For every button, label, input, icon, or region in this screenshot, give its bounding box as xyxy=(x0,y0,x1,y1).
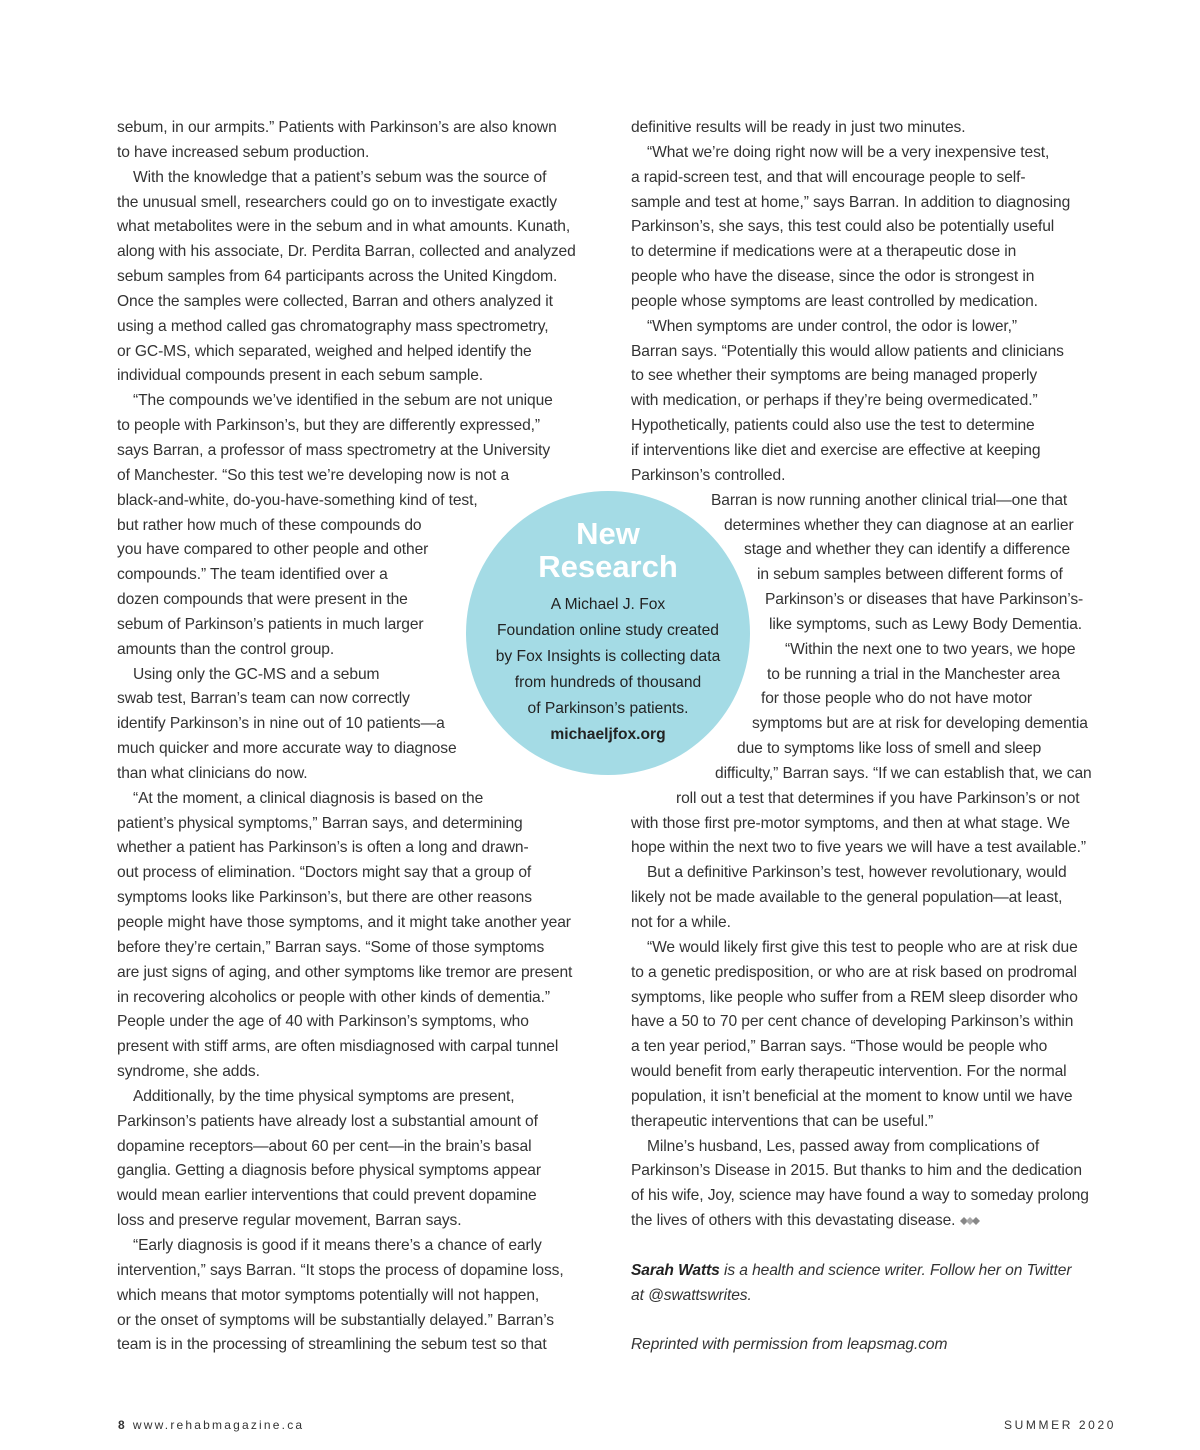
text-line: likely not be made available to the general population—at least, xyxy=(631,889,1063,907)
text-line: symptoms, like people who suffer from a REM sleep disorder who xyxy=(631,988,1078,1006)
callout-url-link[interactable]: michaeljfox.org xyxy=(550,726,666,743)
footer-site[interactable]: www.rehabmagazine.ca xyxy=(132,1418,305,1432)
text-line: to see whether their symptoms are being managed properly xyxy=(631,367,1038,385)
text-line: people whose symptoms are least controlled by medication. xyxy=(631,292,1038,310)
text-line: out process of elimination. “Doctors might say that a group of xyxy=(117,864,532,882)
footer-issue: SUMMER 2020 xyxy=(1004,1418,1116,1432)
text-line: to determine if medications were at a therapeutic dose in xyxy=(631,243,1017,261)
text-line: sample and test at home,” says Barran. In addition to diagnosing xyxy=(631,193,1071,211)
text-line: Parkinson’s Disease in 2015. But thanks to him and the dedication xyxy=(631,1162,1082,1180)
text-line: a ten year period,” Barran says. “Those would be people who xyxy=(631,1038,1048,1056)
text-line: to be running a trial in the Manchester area xyxy=(767,665,1060,683)
text-line: than what clinicians do now. xyxy=(117,764,308,782)
text-line: present with stiff arms, are often misdiagnosed with carpal tunnel xyxy=(117,1038,559,1056)
text-line: definitive results will be ready in just two minutes. xyxy=(631,119,966,136)
text-line: sebum, in our armpits.” Patients with Parkinson’s are also known xyxy=(117,119,557,136)
text-line: with those first pre-motor symptoms, and then at what stage. We xyxy=(631,814,1070,832)
text-line: ganglia. Getting a diagnosis before physical symptoms appear xyxy=(117,1162,541,1180)
text-line: people might have those symptoms, and it might take another year xyxy=(117,914,571,931)
text-line: amounts than the control group. xyxy=(117,640,335,658)
text-line: identify Parkinson’s in nine out of 10 patients—a xyxy=(117,715,445,733)
text-line: Barran says. “Potentially this would allow patients and clinicians xyxy=(631,342,1064,360)
text-line: whether a patient has Parkinson’s is often a long and drawn- xyxy=(117,839,529,857)
text-line: “The compounds we’ve identified in the sebum are not unique xyxy=(133,392,553,410)
text-line: roll out a test that determines if you have Parkinson’s or not xyxy=(676,789,1080,807)
callout-line: A Michael J. Fox xyxy=(550,596,666,613)
text-line: Once the samples were collected, Barran and others analyzed it xyxy=(117,292,553,310)
text-line: in recovering alcoholics or people with other kinds of dementia.” xyxy=(117,988,550,1006)
text-line: with medication, or perhaps if they’re being overmedicated.” xyxy=(631,392,1038,410)
text-line: Using only the GC-MS and a sebum xyxy=(133,665,380,683)
text-line: much quicker and more accurate way to diagnose xyxy=(117,740,457,758)
callout-line: by Fox Insights is collecting data xyxy=(495,648,721,665)
text-line: what metabolites were in the sebum and in what amounts. Kunath, xyxy=(117,218,571,236)
reprint-note: Reprinted with permission from leapsmag.com xyxy=(631,1336,948,1354)
text-line: which means that motor symptoms potentially will not happen, xyxy=(117,1286,540,1304)
text-line: not for a while. xyxy=(631,914,731,931)
text-line: the lives of others with this devastating disease. xyxy=(631,1209,1123,1234)
text-line: before they’re certain,” Barran says. “Some of those symptoms xyxy=(117,938,545,956)
text-line: have a 50 to 70 per cent chance of developing Parkinson’s within xyxy=(631,1013,1074,1031)
text-line: People under the age of 40 with Parkinson’s symptoms, who xyxy=(117,1013,529,1031)
text-line: black-and-white, do-you-have-something kind of test, xyxy=(117,491,478,509)
text-line: Parkinson’s, she says, this test could also be potentially useful xyxy=(631,218,1055,236)
end-mark-icon xyxy=(959,1216,981,1226)
text-line: but rather how much of these compounds do xyxy=(117,516,422,534)
text-line: due to symptoms like loss of smell and sleep xyxy=(737,740,1042,758)
text-line: Hypothetically, patients could also use the test to determine xyxy=(631,417,1035,435)
text-line: “Early diagnosis is good if it means there’s a chance of early xyxy=(133,1236,542,1254)
text-line: “Within the next one to two years, we hope xyxy=(785,640,1076,658)
text-line: dozen compounds that were present in the xyxy=(117,591,408,609)
text-line: of Manchester. “So this test we’re developing now is not a xyxy=(117,466,510,484)
text-line: sebum of Parkinson’s patients in much larger xyxy=(117,615,424,633)
page-number: 8 xyxy=(118,1418,127,1432)
spacer xyxy=(631,1309,1123,1334)
callout-title-line: New xyxy=(576,516,640,551)
text-line: to a genetic predisposition, or who are at risk based on prodromal xyxy=(631,963,1077,981)
text-line: Barran is now running another clinical trial—one that xyxy=(711,491,1068,509)
text-line: along with his associate, Dr. Perdita Barran, collected and analyzed xyxy=(117,243,576,261)
text-line: you have compared to other people and other xyxy=(117,541,429,559)
text-line: a rapid-screen test, and that will encourage people to self- xyxy=(631,168,1026,186)
callout-line: from hundreds of thousand xyxy=(514,674,702,691)
text-line: “At the moment, a clinical diagnosis is based on the xyxy=(133,789,484,807)
text-line: sebum samples from 64 participants across the United Kingdom. xyxy=(117,268,558,286)
text-line: symptoms but are at risk for developing dementia xyxy=(752,715,1088,733)
text-line: symptoms looks like Parkinson’s, but there are other reasons xyxy=(117,889,532,907)
callout-title-line: Research xyxy=(538,549,678,584)
text-line: would benefit from early therapeutic intervention. For the normal xyxy=(631,1063,1067,1081)
text-line: But a definitive Parkinson’s test, however revolutionary, would xyxy=(647,864,1067,882)
byline-author: Sarah Watts xyxy=(631,1261,720,1279)
text-line: “What we’re doing right now will be a very inexpensive test, xyxy=(647,143,1050,161)
text-line: in sebum samples between different forms of xyxy=(757,566,1063,584)
text-line: Parkinson’s patients have already lost a substantial amount of xyxy=(117,1112,538,1130)
text-line: or the onset of symptoms will be substantially delayed.” Barran’s xyxy=(117,1311,554,1329)
text-line: says Barran, a professor of mass spectrometry at the University xyxy=(117,441,551,459)
text-line: people who have the disease, since the odor is strongest in xyxy=(631,268,1035,286)
text-line: compounds.” The team identified over a xyxy=(117,566,388,584)
text-line: if interventions like diet and exercise are effective at keeping xyxy=(631,441,1041,459)
text-line: to people with Parkinson’s, but they are differently expressed,” xyxy=(117,417,540,435)
spacer xyxy=(631,1234,1123,1259)
text-line: determines whether they can diagnose at an earlier xyxy=(724,516,1074,534)
text-line: hope within the next two to five years we will have a test available.” xyxy=(631,839,1086,857)
text-line: patient’s physical symptoms,” Barran says, and determining xyxy=(117,814,523,832)
callout-title xyxy=(466,517,750,583)
text-line: Parkinson’s controlled. xyxy=(631,466,786,484)
byline xyxy=(631,1259,1123,1284)
text-line: “We would likely first give this test to people who are at risk due xyxy=(647,938,1078,956)
text-line: team is in the processing of streamlining the sebum test so that xyxy=(117,1336,547,1354)
text-line: for those people who do not have motor xyxy=(761,690,1033,708)
text-line: therapeutic interventions that can be useful.” xyxy=(631,1112,934,1130)
text-line: dopamine receptors—about 60 per cent—in the brain’s basal xyxy=(117,1137,532,1155)
callout-line: Foundation online study created xyxy=(497,622,719,639)
text-line: population, it isn’t beneficial at the moment to know until we have xyxy=(631,1087,1073,1105)
text-line: or GC-MS, which separated, weighed and helped identify the xyxy=(117,342,532,360)
text-line: would mean earlier interventions that could prevent dopamine xyxy=(117,1187,537,1205)
callout-line: of Parkinson’s patients. xyxy=(527,700,689,717)
footer-left xyxy=(118,1418,304,1432)
text-line: of his wife, Joy, science may have found a way to someday prolong xyxy=(631,1187,1089,1205)
text-line: difficulty,” Barran says. “If we can establish that, we can xyxy=(715,764,1092,782)
text-line: intervention,” says Barran. “It stops the process of dopamine loss, xyxy=(117,1261,564,1279)
text-line: to have increased sebum production. xyxy=(117,143,370,161)
text-line: syndrome, she adds. xyxy=(117,1063,260,1081)
text-line: individual compounds present in each sebum sample. xyxy=(117,367,483,385)
text-line: like symptoms, such as Lewy Body Dementia. xyxy=(769,615,1082,633)
text-line: the unusual smell, researchers could go on to investigate exactly xyxy=(117,193,557,211)
new-research-callout xyxy=(466,491,750,775)
text-line: swab test, Barran’s team can now correctly xyxy=(117,690,410,708)
text-line: “When symptoms are under control, the odor is lower,” xyxy=(647,317,1017,335)
text-line: Parkinson’s or diseases that have Parkinson’s- xyxy=(765,591,1084,609)
text-line: are just signs of aging, and other symptoms like tremor are present xyxy=(117,963,573,981)
byline-text: is a health and science writer. Follow her on Twitter xyxy=(719,1261,1072,1279)
text-line: using a method called gas chromatography mass spectrometry, xyxy=(117,317,549,335)
callout-body xyxy=(466,592,750,748)
text-line: Milne’s husband, Les, passed away from complications of xyxy=(647,1137,1040,1155)
byline-handle: at @swattswrites. xyxy=(631,1286,752,1304)
text-line: stage and whether they can identify a difference xyxy=(744,541,1071,559)
text-line: Additionally, by the time physical symptoms are present, xyxy=(133,1087,515,1105)
text-line: With the knowledge that a patient’s sebum was the source of xyxy=(133,168,547,186)
text-line: loss and preserve regular movement, Barran says. xyxy=(117,1212,462,1230)
